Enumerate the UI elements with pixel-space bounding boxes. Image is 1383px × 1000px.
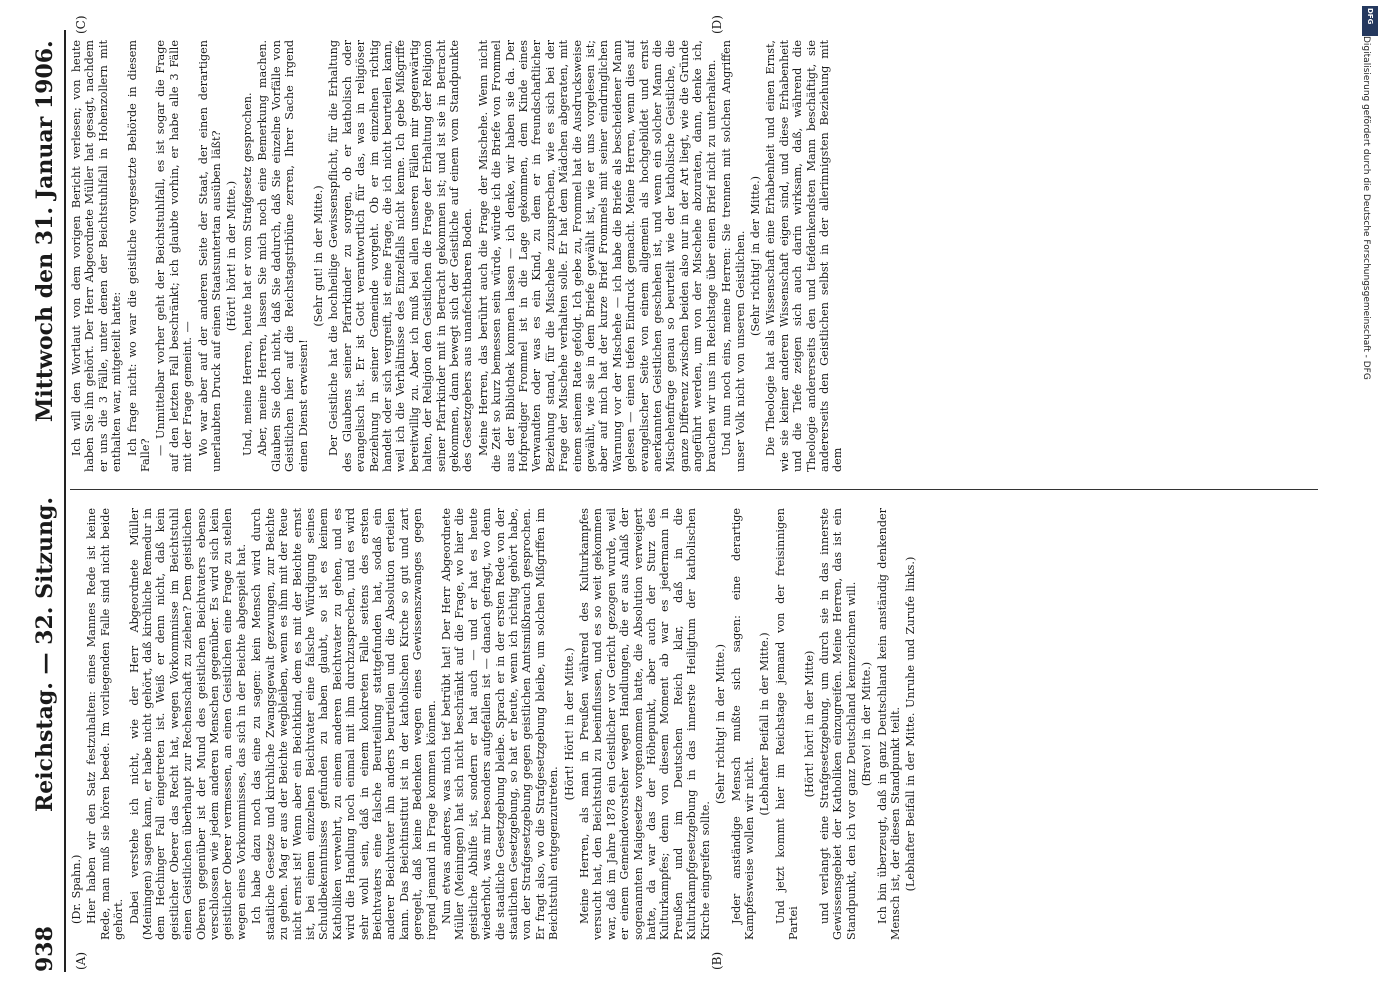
margin-mark-c: (C) bbox=[74, 15, 88, 34]
paragraph: Ich habe dazu noch das eine zu sagen: kein Mensch wird durch staatliche Gesetze und kirchliche Zwangsgewalt gezwungen, zur Beichte zu gehen. Mag er aus der Beichte wegbleiben, wenn es ihm mit der Reue nicht ernst ist! Wenn aber ein Beichtkind, dem es mit der Beichte ernst ist, bei einem einzelnen Beichtvater eine falsche Würdigung seines Schuldbekenntnisses gefunden zu haben glaubt, so ist es keinem Katholiken verwehrt, zu einem anderen Beichtvater zu gehen, und es wird die Handlung noch einmal mit ihm durchzusprechen, und es wird sehr wohl sein, daß in einem konkreten Falle seitens des ersten Beichtvaters eine falsche Beurteilung stattgefunden hat, sodaß ein anderer Beichtvater ihn anders beurteilen und die Absolution erteilen kann. Das Beichtinstitut ist in der katholischen Kirche so gut und zart geregelt, daß keine Bedenken wegen eines Gewissenszwanges gegen irgend jemand in Frage kommen können. bbox=[250, 508, 438, 940]
interjection: (Lebhafter Beifall in der Mitte.) bbox=[758, 632, 772, 816]
page-header bbox=[28, 30, 66, 972]
paragraph: und verlangt eine Strafgesetzgebung, um durch sie in das innerste Gewissensgebiet der Katholiken einzugreifen. Meine Herren, das ist ein Standpunkt, den ich vor ganz Deutschland kennzeichnen will. bbox=[817, 508, 858, 940]
paragraph: Hier haben wir den Satz festzuhalten: eines Mannes Rede ist keine Rede, man muß sie hören beede. Im vorliegenden Falle sind nicht beide gehört. bbox=[85, 508, 126, 940]
paragraph: Meine Herren, als man in Preußen während des Kulturkampfes versucht hat, den Beichtstuhl zu beeinflussen, und es so weit gekommen war, daß im Jahre 1878 ein Geistlicher vor Gericht gezogen wurde, weil er einem Gemeindevorsteher wegen Handlungen, die er aus Anlaß der sogenannten Maigesetze vorgenommen hatte, die Absolution verweigert hatte, da war das der Höhepunkt, aber auch der Sturz des Kulturkampfes; denn von diesem Moment ab war es jedermann in Preußen und im Deutschen Reich klar, daß in die Kulturkampfgesetzgebung in das innerste Heiligtum der katholischen Kirche eingreifen sollte. bbox=[578, 508, 712, 940]
paragraph: Wo war aber auf der anderen Seite der Staat, der einen derartigen unerlaubten Druck auf einen Staatsuntertan ausüben läßt? bbox=[196, 40, 224, 472]
paragraph: Nun etwas anderes, was mich tief betrübt hat! Der Herr Abgeordnete Müller (Meiningen) hat sich nicht beschränkt auf die Frage, wo hier die geistliche Abhilfe ist, sondern er hat auch — und er hat es heute wiederholt, was mir besonders aufgefallen ist — danach gefragt, wo denn die staatliche Gesetzgebung bleibe. Sprach er in der ersten Rede von der staatlichen Gesetzgebung, so hat er heute, wenn ich richtig gehört habe, von der Strafgesetzgebung gegen geistlichen Amtsmißbrauch gesprochen. Er fragt also, wo die Strafgesetzgebung bleibe, um solchen Mißgriffen im Beichtstuhl entgegenzutreten. bbox=[439, 508, 561, 940]
header-title bbox=[32, 497, 58, 812]
digitization-credit bbox=[1349, 36, 1379, 636]
paragraph: Und nun noch eins, meine Herren: Sie trennen mit solchen Angriffen unser Volk nicht von unseren Geistlichen. bbox=[720, 40, 747, 472]
credit-text: Digitalisierung gefördert durch die Deutsche Forschungsgemeinschaft - DFG bbox=[1361, 36, 1371, 380]
paragraph: Ich will den Wortlaut von dem vorigen Bericht verlesen; von heute haben Sie ihn gehört. Der Herr Abgeordnete Müller hat gesagt, nachdem er uns die 3 Fälle, unter denen der Beichtstuhlfall in Hohenzollern mit enthalten war, mitgeteilt hatte: bbox=[70, 40, 124, 472]
paragraph: Ich bin überzeugt, daß in ganz Deutschland kein anständig denkender Mensch ist, der diesen Standpunkt teilt. bbox=[875, 508, 902, 940]
paragraph: Und jetzt kommt hier im Reichstage jemand von der freisinnigen Partei bbox=[773, 508, 801, 940]
paragraph: Der Geistliche hat die hochheilige Gewissenspflicht, für die Erhaltung des Glaubens seiner Pfarrkinder zu sorgen, ob er katholisch oder evangelisch ist. Er ist Gott verantwortlich für das, was in religiöser Beziehung in seiner Gemeinde vorgeht. Ob er im einzelnen richtig handelt oder sich vergreift, ist eine Frage, die ich nicht beurteilen kann, weil ich die Verhältnisse des Einzelfalls nicht kenne. Ich gebe Mißgriffe bereitwillig zu. Aber ich muß bei allen unseren Fällen mir gegenwärtig halten, der Religion den Geistlichen die Frage der Erhaltung der Religion seiner Pfarrkinder mit in Betracht gekommen ist; und ist sie in Betracht gekommen, dann bewegt sich der Geistliche auf einem vom Standpunkte des Gesetzgebers aus unanfechtbaren Boden. bbox=[327, 40, 475, 472]
margin-mark-b: (B) bbox=[710, 951, 724, 970]
interjection: (Bravo! in der Mitte.) bbox=[860, 661, 874, 787]
paragraph: Meine Herren, das berührt auch die Frage der Mischehe. Wenn nicht die Zeit so kurz bemessen sein würde, würde ich die Briefe von Frommel aus der Bibliothek kommen lassen — ich denke, wir haben sie da. Der Hofprediger Frommel ist in die Lage gekommen, dem Kinde eines Verwandten oder was es ein Kind, zu dem er in freundschaftlicher Beziehung stand, für die Mischehe zuzusprechen, wie es sich bei der Frage der Mischehe verhalten solle. Er hat dem Mädchen abgeraten, mit einem seinem Rate gefolgt. Ich gebe zu, Frommel hat die Ausdrucksweise gewählt, wie sie in dem Briefe gewählt ist, wie er uns vorgelesen ist; aber auf mich hat der kurze Brief Frommels mit seiner eindringlichen Warnung vor der Mischehe — ich habe die Briefe als bescheidener Mann gelesen — einen tiefen Eindruck gemacht. Meine Herren, wenn dies auf evangelischer Seite von einem allgemein als hochgebildet und ernst anerkannten Geistlichen geschehen ist, und wenn ein solcher Mann die Mischehenfrage genau so beurteilt wie der katholische Geistliche, die ganze Differenz zwischen beiden also nur in der Art liegt, wie die Gründe angeführt werden, um von der Mischehe abzuraten, dann, denke ich, brauchen wir uns im Reichstage über einen Brief nicht zu unterhalten. bbox=[476, 40, 718, 472]
interjection: (Lebhafter Beifall in der Mitte. Unruhe und Zurufe links.) bbox=[904, 556, 918, 892]
interjection: (Hört! hört! in der Mitte.) bbox=[225, 180, 239, 332]
interjection: (Sehr richtig! in der Mitte.) bbox=[748, 175, 762, 337]
interjection: (Hört! Hört! in der Mitte.) bbox=[562, 647, 576, 801]
paragraph: Und, meine Herren, heute hat er vom Strafgesetz gesprochen. bbox=[240, 92, 254, 456]
paragraph: — Unmittelbar vorher geht der Beichtstuhlfall, es ist sogar die Frage auf den letzten Fall beschränkt; ich glaubte vorhin, er habe alle 3 Fälle mit der Frage gemeint. — bbox=[154, 40, 195, 472]
interjection: (Sehr richtig! in der Mitte.) bbox=[714, 643, 728, 805]
dfg-logo-text: DFG bbox=[1366, 8, 1374, 25]
page-number: 938 bbox=[32, 926, 58, 972]
dfg-logo bbox=[1362, 6, 1378, 36]
column-divider bbox=[70, 489, 1318, 490]
paragraph: Aber, meine Herren, lassen Sie mich noch eine Bemerkung machen. Glauben Sie doch nicht, daß Sie dadurch, daß Sie einzelne Vorfälle von Geistlichen hier auf die Reichstagstribüne zerren, Ihrer Sache irgend einen Dienst erweisen! bbox=[256, 40, 310, 472]
interjection: (Hört! hört! in der Mitte) bbox=[802, 650, 816, 798]
header-date: Mittwoch den 31. Januar 1906. bbox=[32, 40, 58, 422]
margin-mark-a: (A) bbox=[74, 951, 88, 970]
right-text-column bbox=[70, 40, 1322, 472]
paragraph: Ich frage nicht: wo war die geistliche vorgesetzte Behörde in diesem Falle? bbox=[125, 40, 153, 472]
rotated-page bbox=[22, 0, 1332, 1000]
paragraph: Dabei verstehe ich nicht, wie der Herr Abgeordnete Müller (Meiningen) sagen kann, er habe nicht gehört, daß kirchliche Remedur in dem Hechinger Fall eingetreten ist. Weiß er denn nicht, daß kein geistlicher Oberer das Recht hat, wegen Vorkommnisse im Beichtstuhl einen Geistlichen überhaupt zur Rechenschaft zu ziehen? Dem geistlichen Oberen gegenüber ist der Mund des geistlichen Beichtvaters ebenso verschlossen wie jedem anderen Menschen gegenüber. Es wird sich kein geistlicher Oberer vermessen, an einen Geistlichen eine Frage zu stellen wegen eines Vorkommnisses, das sich in der Beichte abgespielt hat. bbox=[127, 508, 248, 940]
paragraph: (Dr. Spahn.) bbox=[70, 854, 83, 924]
paragraph: Die Theologie hat als Wissenschaft eine Erhabenheit und einen Ernst, wie sie keiner anderen Wissenschaft eigen sind, und diese Erhabenheit und die Tiefe zeigen sich auch darin wirksam, daß, während die Theologie andererseits den und tiefdenkendsten Mann beschäftigt, sie andererseits den Geistlichen selbst in der allerinnigsten Beziehung mit dem bbox=[764, 40, 845, 472]
left-text-column bbox=[70, 508, 1322, 940]
margin-mark-d: (D) bbox=[710, 15, 724, 34]
header-title-text: Reichstag. — 32. Sitzung. bbox=[32, 496, 58, 812]
paragraph: Jeder anständige Mensch mußte sich sagen: eine derartige Kampfesweise wollen wir nicht. bbox=[729, 508, 756, 940]
interjection: (Sehr gut! in der Mitte.) bbox=[311, 185, 325, 327]
